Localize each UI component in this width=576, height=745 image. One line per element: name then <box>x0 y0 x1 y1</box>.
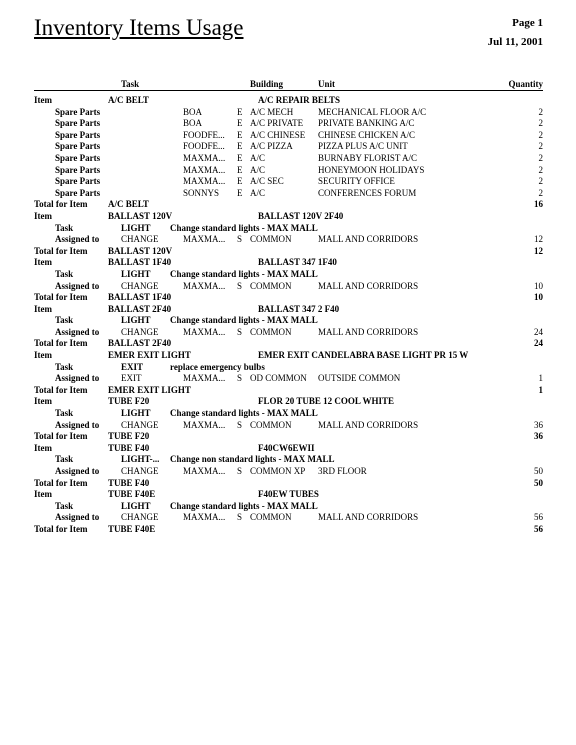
spare-row <box>0 188 576 200</box>
building: MAXMA... <box>183 326 226 337</box>
unit: MALL AND CORRIDORS <box>318 234 419 245</box>
row-label: Spare Parts <box>55 187 101 198</box>
area: A/C <box>250 164 266 175</box>
area: A/C CHINESE <box>250 129 306 140</box>
column-header-task: Task <box>121 79 140 89</box>
quantity: 56 <box>534 512 543 523</box>
area: A/C PRIVATE <box>250 118 304 129</box>
building-flag: E <box>237 129 243 140</box>
item-code: CHANGE <box>121 466 159 476</box>
unit: SECURITY OFFICE <box>318 176 395 187</box>
item-code: BALLAST 120V <box>108 210 173 221</box>
total-row <box>0 246 576 258</box>
assigned-row <box>0 373 576 385</box>
building: MAXMA... <box>183 164 226 175</box>
item-code: CHANGE <box>121 512 159 523</box>
building: MAXMA... <box>183 419 226 430</box>
item-code: BALLAST 120V <box>108 245 173 256</box>
row-label: Task <box>55 408 74 419</box>
unit: MALL AND CORRIDORS <box>318 419 419 430</box>
task-row <box>0 315 576 327</box>
building: MAXMA... <box>183 373 226 384</box>
row-label: Total for Item <box>34 523 88 534</box>
row-label: Item <box>34 350 52 361</box>
quantity: 24 <box>534 326 543 337</box>
quantity: 2 <box>538 176 543 187</box>
item-code: CHANGE <box>121 234 159 245</box>
unit: OUTSIDE COMMON <box>318 373 401 384</box>
item-row <box>0 257 576 269</box>
task-row <box>0 454 576 466</box>
spare-row <box>0 165 576 177</box>
building: MAXMA... <box>183 152 226 163</box>
item-code: TUBE F40 <box>108 442 150 453</box>
total-quantity: 24 <box>534 338 543 349</box>
row-label: Assigned to <box>55 512 100 523</box>
building: MAXMA... <box>183 234 226 245</box>
item-code: LIGHT-... <box>121 454 160 465</box>
item-row <box>0 396 576 408</box>
total-row <box>0 524 576 536</box>
row-label: Spare Parts <box>55 129 101 140</box>
description: Change standard lights - MAX MALL <box>170 408 318 419</box>
unit: CONFERENCES FORUM <box>318 187 417 198</box>
area: A/C <box>250 187 266 198</box>
building-flag: S <box>237 466 243 476</box>
spare-row <box>0 107 576 119</box>
quantity: 2 <box>538 129 543 140</box>
assigned-row <box>0 420 576 432</box>
spare-row <box>0 176 576 188</box>
area: COMMON <box>250 326 292 337</box>
item-code: LIGHT <box>121 500 151 511</box>
unit: MALL AND CORRIDORS <box>318 280 419 291</box>
report-rows <box>0 95 576 536</box>
assigned-row <box>0 234 576 246</box>
column-header-quantity: Quantity <box>508 79 543 89</box>
item-row <box>0 489 576 501</box>
assigned-row <box>0 466 576 478</box>
building: SONNYS <box>183 187 220 198</box>
page-number: Page 1 <box>512 17 543 29</box>
item-code: A/C BELT <box>108 199 149 210</box>
item-row <box>0 304 576 316</box>
row-label: Assigned to <box>55 234 100 245</box>
description: FLOR 20 TUBE 12 COOL WHITE <box>258 396 394 407</box>
row-label: Total for Item <box>34 431 88 442</box>
total-quantity: 16 <box>534 199 543 210</box>
building-flag: E <box>237 118 243 129</box>
row-label: Total for Item <box>34 384 88 395</box>
item-code: LIGHT <box>121 315 151 326</box>
item-row <box>0 211 576 223</box>
task-row <box>0 408 576 420</box>
total-quantity: 1 <box>538 384 543 395</box>
building-flag: S <box>237 234 243 245</box>
unit: 3RD FLOOR <box>318 466 367 476</box>
description: Change standard lights - MAX MALL <box>170 222 318 233</box>
building: BOA <box>183 118 203 129</box>
row-label: Item <box>34 303 52 314</box>
building: FOODFE... <box>183 141 225 152</box>
total-row <box>0 338 576 350</box>
row-label: Total for Item <box>34 477 88 488</box>
column-header-building: Building <box>250 79 284 89</box>
building-flag: E <box>237 141 243 152</box>
row-label: Spare Parts <box>55 176 101 187</box>
building-flag: S <box>237 280 243 291</box>
item-row <box>0 95 576 107</box>
building: BOA <box>183 106 203 117</box>
area: COMMON <box>250 419 292 430</box>
description: replace emergency bulbs <box>170 361 265 372</box>
area: A/C <box>250 152 266 163</box>
row-label: Assigned to <box>55 326 100 337</box>
item-code: EMER EXIT LIGHT <box>108 384 191 395</box>
row-label: Assigned to <box>55 466 100 476</box>
building-flag: S <box>237 512 243 523</box>
row-label: Task <box>55 268 74 279</box>
item-code: CHANGE <box>121 326 159 337</box>
item-row <box>0 443 576 455</box>
report-date: Jul 11, 2001 <box>487 36 543 48</box>
row-label: Item <box>34 489 52 500</box>
total-row <box>0 292 576 304</box>
item-code: BALLAST 1F40 <box>108 292 172 303</box>
building: MAXMA... <box>183 466 226 476</box>
task-row <box>0 501 576 513</box>
quantity: 2 <box>538 187 543 198</box>
area: OD COMMON <box>250 373 307 384</box>
row-label: Item <box>34 210 52 221</box>
quantity: 2 <box>538 118 543 129</box>
row-label: Total for Item <box>34 292 88 303</box>
total-quantity: 36 <box>534 431 543 442</box>
area: A/C MECH <box>250 106 294 117</box>
quantity: 2 <box>538 141 543 152</box>
row-label: Total for Item <box>34 338 88 349</box>
description: Change standard lights - MAX MALL <box>170 500 318 511</box>
total-row <box>0 431 576 443</box>
quantity: 2 <box>538 164 543 175</box>
building: FOODFE... <box>183 129 225 140</box>
total-row <box>0 199 576 211</box>
item-code: BALLAST 2F40 <box>108 338 172 349</box>
area: COMMON XP <box>250 466 306 476</box>
description: Change standard lights - MAX MALL <box>170 315 318 326</box>
row-label: Spare Parts <box>55 106 101 117</box>
description: BALLAST 120V 2F40 <box>258 210 344 221</box>
row-label: Total for Item <box>34 245 88 256</box>
row-label: Task <box>55 222 74 233</box>
building-flag: E <box>237 164 243 175</box>
row-label: Spare Parts <box>55 141 101 152</box>
total-row <box>0 385 576 397</box>
row-label: Spare Parts <box>55 118 101 129</box>
description: BALLAST 347 2 F40 <box>258 303 340 314</box>
item-code: LIGHT <box>121 268 151 279</box>
area: COMMON <box>250 512 292 523</box>
row-label: Task <box>55 500 74 511</box>
row-label: Total for Item <box>34 199 88 210</box>
item-code: LIGHT <box>121 408 151 419</box>
unit: HONEYMOON HOLIDAYS <box>318 164 425 175</box>
report-title: Inventory Items Usage <box>34 15 244 40</box>
building: MAXMA... <box>183 280 226 291</box>
row-label: Spare Parts <box>55 164 101 175</box>
unit: BURNABY FLORIST A/C <box>318 152 418 163</box>
area: COMMON <box>250 234 292 245</box>
task-row <box>0 223 576 235</box>
row-label: Item <box>34 95 52 105</box>
total-quantity: 12 <box>534 245 543 256</box>
quantity: 2 <box>538 106 543 117</box>
row-label: Task <box>55 315 74 326</box>
item-code: BALLAST 1F40 <box>108 257 172 268</box>
unit: MECHANICAL FLOOR A/C <box>318 106 427 117</box>
row-label: Task <box>55 361 74 372</box>
unit: MALL AND CORRIDORS <box>318 326 419 337</box>
area: COMMON <box>250 280 292 291</box>
item-code: A/C BELT <box>108 95 149 105</box>
row-label: Task <box>55 454 74 465</box>
unit: MALL AND CORRIDORS <box>318 512 419 523</box>
building-flag: E <box>237 152 243 163</box>
building-flag: E <box>237 187 243 198</box>
assigned-row <box>0 281 576 293</box>
item-code: CHANGE <box>121 280 159 291</box>
header-rule <box>34 90 543 91</box>
item-code: TUBE F20 <box>108 431 150 442</box>
row-label: Item <box>34 442 52 453</box>
row-label: Assigned to <box>55 419 100 430</box>
area: A/C SEC <box>250 176 284 187</box>
total-quantity: 56 <box>534 523 543 534</box>
spare-row <box>0 130 576 142</box>
description: A/C REPAIR BELTS <box>258 95 341 105</box>
building-flag: E <box>237 106 243 117</box>
item-code: EXIT <box>121 373 142 384</box>
item-code: LIGHT <box>121 222 151 233</box>
spare-row <box>0 153 576 165</box>
unit: PIZZA PLUS A/C UNIT <box>318 141 408 152</box>
row-label: Spare Parts <box>55 152 101 163</box>
quantity: 2 <box>538 152 543 163</box>
description: BALLAST 347 1F40 <box>258 257 337 268</box>
item-row <box>0 350 576 362</box>
total-row <box>0 478 576 490</box>
unit: CHINESE CHICKEN A/C <box>318 129 416 140</box>
task-row <box>0 269 576 281</box>
item-code: TUBE F40E <box>108 523 156 534</box>
spare-row <box>0 118 576 130</box>
item-code: BALLAST 2F40 <box>108 303 172 314</box>
quantity: 50 <box>534 466 543 476</box>
row-label: Assigned to <box>55 280 100 291</box>
description: EMER EXIT CANDELABRA BASE LIGHT PR 15 W <box>258 350 469 361</box>
row-label: Assigned to <box>55 373 100 384</box>
building-flag: S <box>237 373 243 384</box>
column-header-unit: Unit <box>318 79 336 89</box>
building-flag: S <box>237 326 243 337</box>
building: MAXMA... <box>183 512 226 523</box>
total-quantity: 50 <box>534 477 543 488</box>
description: Change non standard lights - MAX MALL <box>170 454 335 465</box>
item-code: EXIT <box>121 361 144 372</box>
quantity: 36 <box>534 419 543 430</box>
building: MAXMA... <box>183 176 226 187</box>
item-code: EMER EXIT LIGHT <box>108 350 191 361</box>
assigned-row <box>0 512 576 524</box>
quantity: 12 <box>534 234 543 245</box>
building-flag: S <box>237 419 243 430</box>
total-quantity: 10 <box>534 292 543 303</box>
assigned-row <box>0 327 576 339</box>
spare-row <box>0 141 576 153</box>
description: F40EW TUBES <box>258 489 319 500</box>
quantity: 10 <box>534 280 543 291</box>
unit: PRIVATE BANKING A/C <box>318 118 415 129</box>
row-label: Item <box>34 396 52 407</box>
quantity: 1 <box>538 373 543 384</box>
row-label: Item <box>34 257 52 268</box>
area: A/C PIZZA <box>250 141 293 152</box>
task-row <box>0 362 576 374</box>
description: F40CW6EWII <box>258 442 315 453</box>
item-code: TUBE F40E <box>108 489 156 500</box>
item-code: TUBE F40 <box>108 477 150 488</box>
item-code: CHANGE <box>121 419 159 430</box>
building-flag: E <box>237 176 243 187</box>
item-code: TUBE F20 <box>108 396 150 407</box>
description: Change standard lights - MAX MALL <box>170 268 318 279</box>
